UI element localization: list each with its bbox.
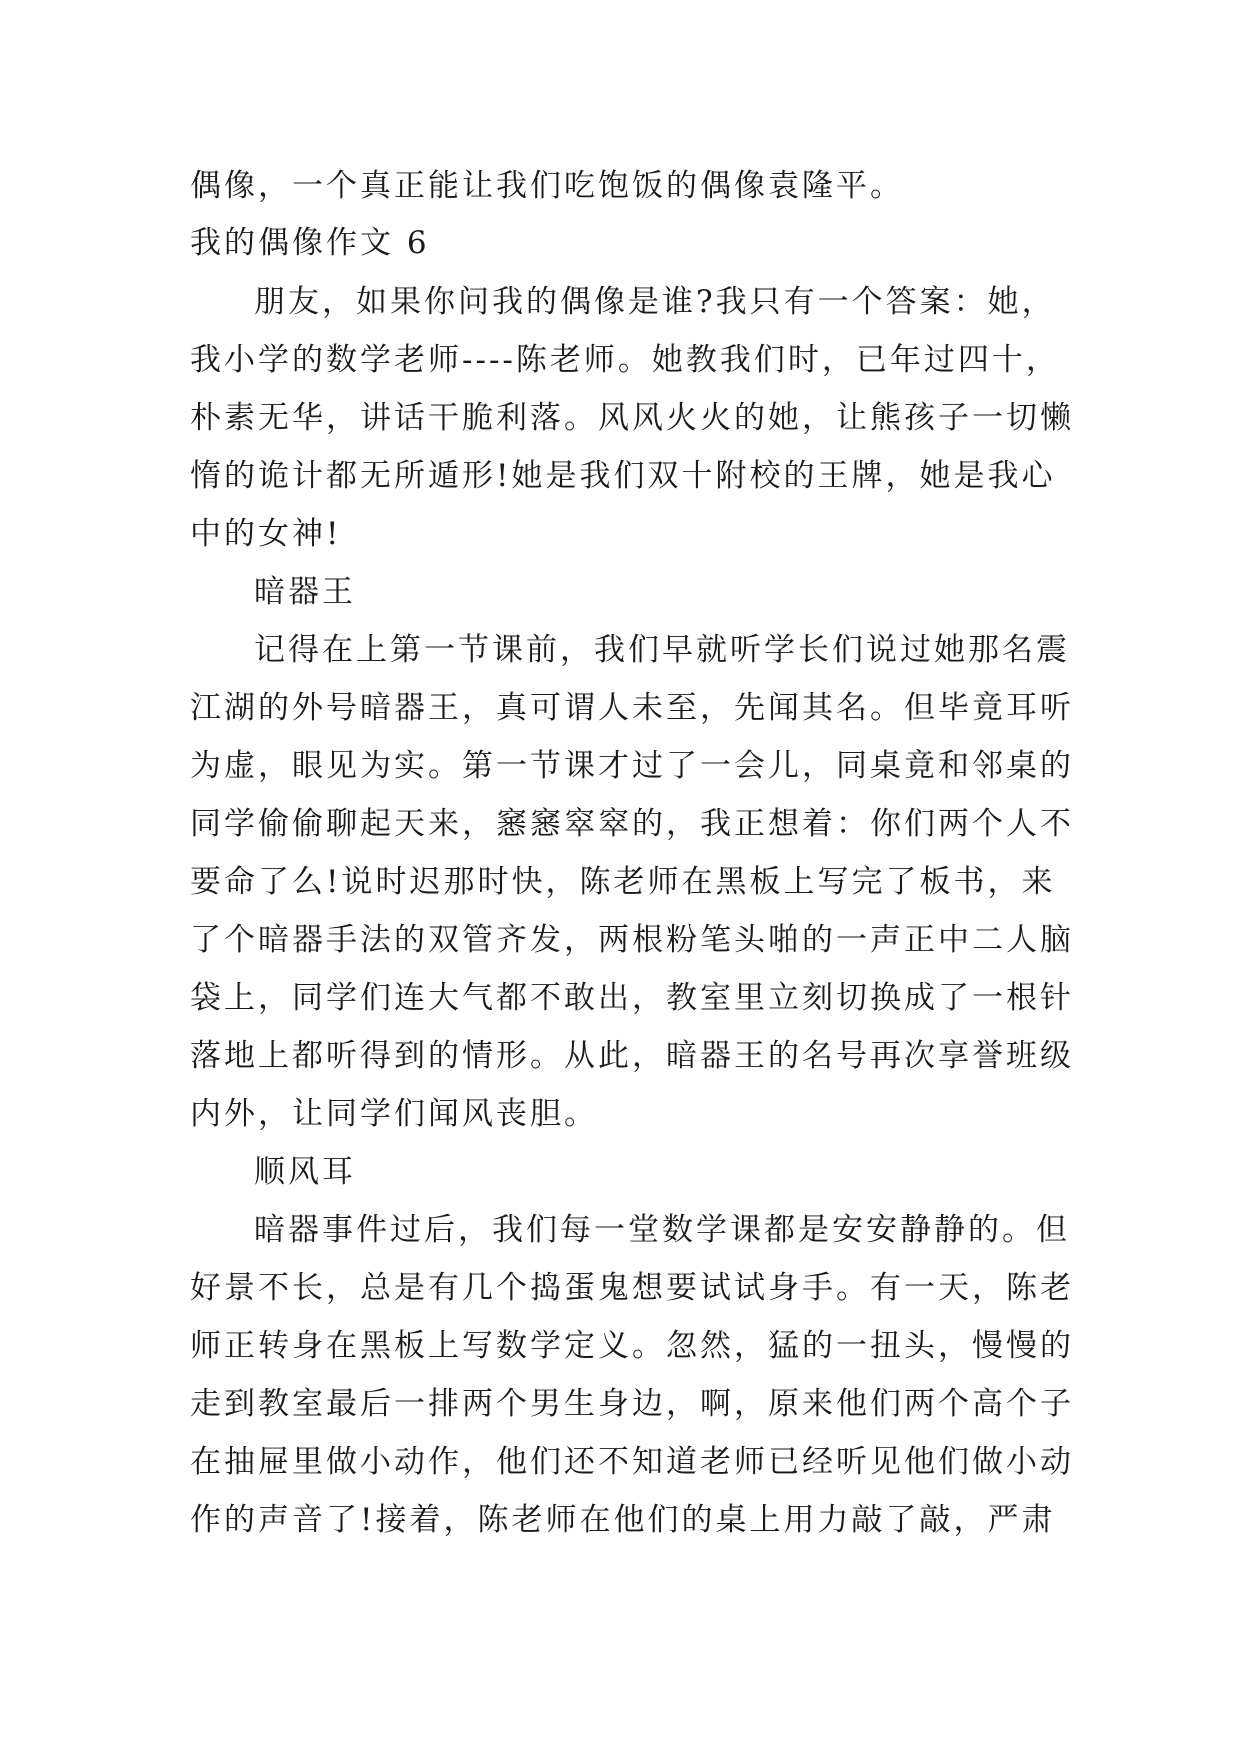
text-line: 朋友，如果你问我的偶像是谁?我只有一个答案：她， [254, 284, 1056, 320]
text-line: 朴素无华，讲话干脆利落。风风火火的她，让熊孩子一切懒 [190, 400, 1074, 436]
text-line: 暗器事件过后，我们每一堂数学课都是安安静静的。但 [254, 1212, 1070, 1248]
text-line: 作的声音了!接着，陈老师在他们的桌上用力敲了敲，严肃 [190, 1502, 1056, 1538]
section-heading: 我的偶像作文 6 [190, 225, 430, 261]
text-line: 江湖的外号暗器王，真可谓人未至，先闻其名。但毕竟耳听 [190, 690, 1074, 726]
text-line: 要命了么!说时迟那时快，陈老师在黑板上写完了板书，来 [190, 864, 1056, 900]
text-line: 袋上，同学们连大气都不敢出，教室里立刻切换成了一根针 [190, 980, 1074, 1016]
text-line: 我小学的数学老师----陈老师。她教我们时，已年过四十， [190, 342, 1060, 378]
text-line: 为虚，眼见为实。第一节课才过了一会儿，同桌竟和邻桌的 [190, 748, 1074, 784]
text-line: 内外，让同学们闻风丧胆。 [190, 1096, 598, 1132]
text-line: 记得在上第一节课前，我们早就听学长们说过她那名震 [254, 632, 1070, 668]
text-line: 落地上都听得到的情形。从此，暗器王的名号再次享誉班级 [190, 1038, 1074, 1074]
subheading: 顺风耳 [254, 1154, 356, 1190]
text-line: 师正转身在黑板上写数学定义。忽然，猛的一扭头，慢慢的 [190, 1328, 1074, 1364]
text-line: 好景不长，总是有几个捣蛋鬼想要试试身手。有一天，陈老 [190, 1270, 1074, 1306]
text-line: 在抽屉里做小动作，他们还不知道老师已经听见他们做小动 [190, 1444, 1074, 1480]
text-line: 惰的诡计都无所遁形!她是我们双十附校的王牌，她是我心 [190, 458, 1056, 494]
text-line: 同学偷偷聊起天来，窸窸窣窣的，我正想着：你们两个人不 [190, 806, 1074, 842]
text-line: 偶像，一个真正能让我们吃饱饭的偶像袁隆平。 [190, 168, 904, 204]
text-line: 走到教室最后一排两个男生身边，啊，原来他们两个高个子 [190, 1386, 1074, 1422]
subheading: 暗器王 [254, 574, 356, 610]
text-line: 中的女神! [190, 516, 342, 552]
text-line: 了个暗器手法的双管齐发，两根粉笔头啪的一声正中二人脑 [190, 922, 1074, 958]
